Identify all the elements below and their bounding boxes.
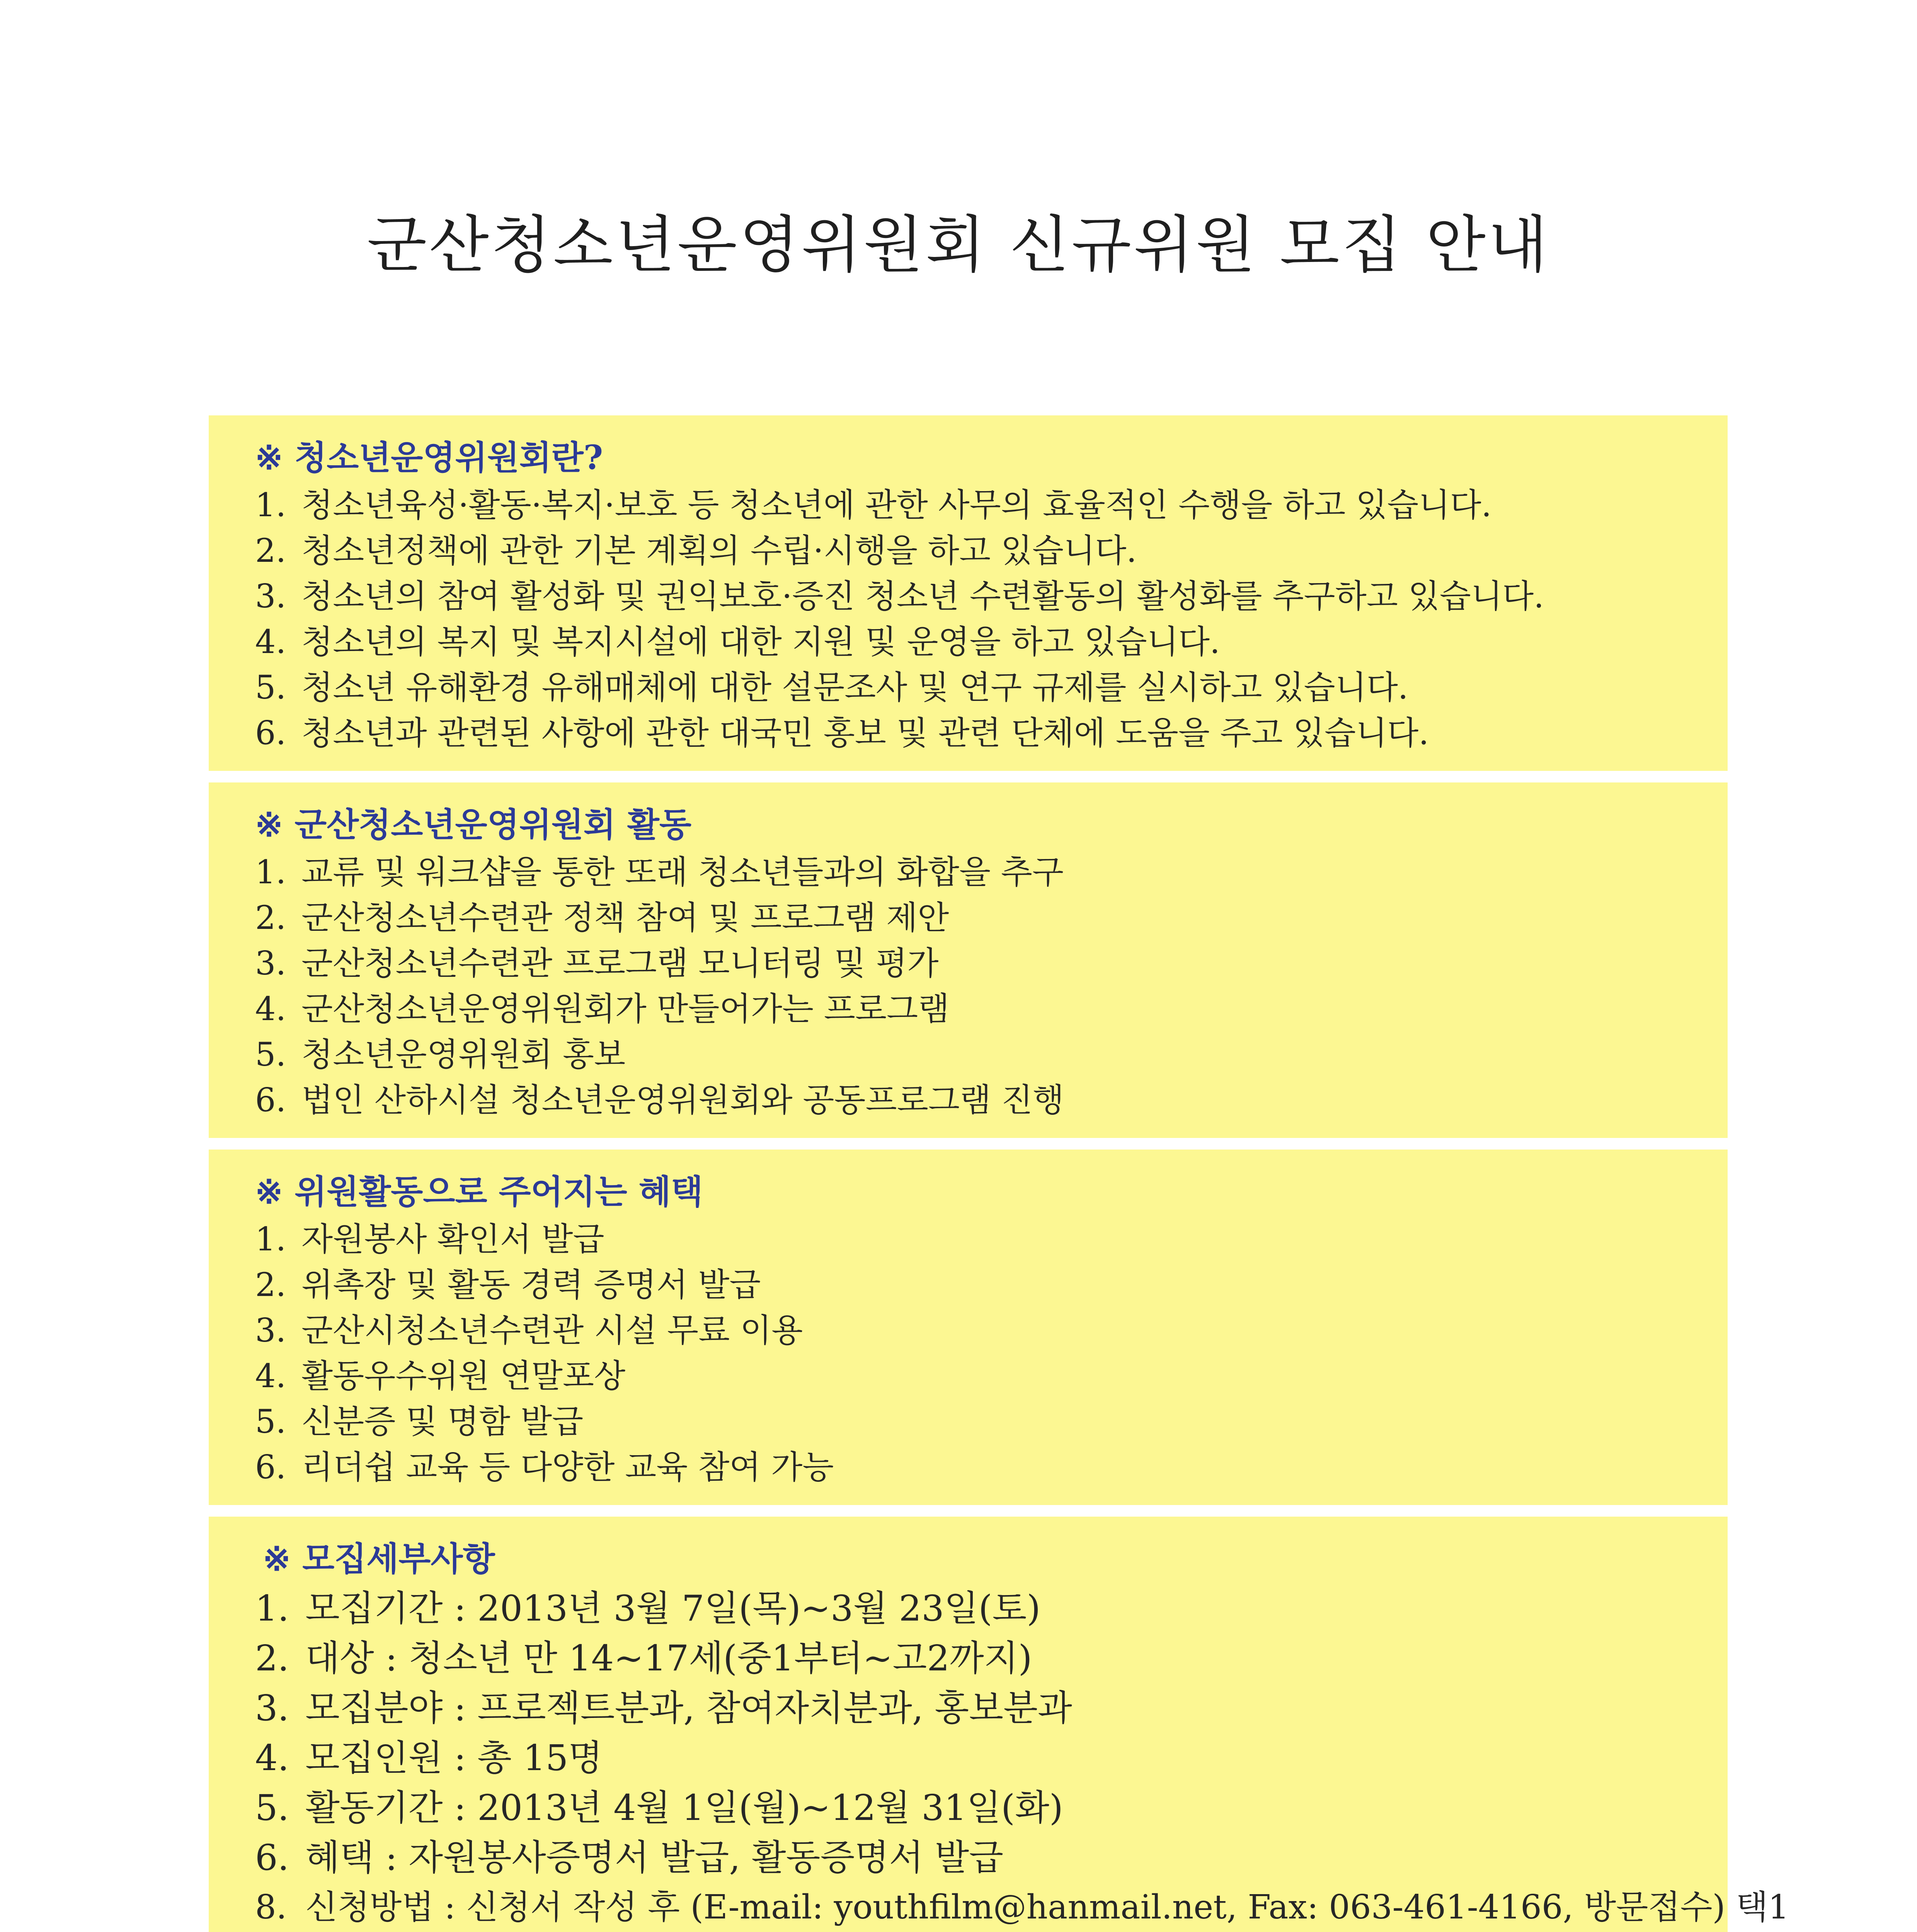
list-item (255, 1216, 1728, 1262)
item-text: 청소년운영위원회 홍보 (301, 1036, 626, 1073)
item-number: 1. (255, 853, 286, 891)
list-item (255, 1833, 1728, 1883)
section-heading-text: 군산청소년운영위원회 활동 (295, 805, 691, 844)
page-title: 군산청소년운영위원회 신규위원 모집 안내 (367, 209, 1550, 281)
item-text: 신분증 및 명함 발급 (301, 1403, 584, 1440)
section-heading (255, 437, 1728, 479)
item-text: 위촉장 및 활동 경력 증명서 발급 (301, 1266, 761, 1304)
item-text: 신청방법 : 신청서 작성 후 (E-mail: youthfilm@hanmail.net, Fax: 063-461-4166, 방문접수) 택1 (305, 1888, 1789, 1927)
list-item (255, 986, 1728, 1032)
item-text: 군산청소년수련관 프로그램 모니터링 및 평가 (301, 944, 939, 982)
list-item (255, 1783, 1728, 1833)
list-item (255, 619, 1728, 665)
item-number: 1. (255, 1220, 286, 1258)
reference-mark: ※ (255, 1172, 283, 1211)
item-text: 대상 : 청소년 만 14~17세(중1부터~고2까지) (305, 1638, 1032, 1679)
item-text: 활동기간 : 2013년 4월 1일(월)~12월 31일(화) (305, 1787, 1063, 1828)
list-item (255, 1262, 1728, 1308)
section-heading (255, 804, 1728, 846)
item-text: 모집기간 : 2013년 3월 7일(목)~3월 23일(토) (305, 1588, 1041, 1629)
section-recruitment-details (209, 1517, 1789, 1932)
item-text: 교류 및 워크샵을 통한 또래 청소년들과의 화합을 추구 (301, 853, 1064, 891)
list-item (255, 573, 1728, 619)
list-item (255, 1032, 1728, 1077)
item-text: 모집분야 : 프로젝트분과, 참여자치분과, 홍보분과 (305, 1687, 1072, 1729)
list-item (255, 1399, 1728, 1444)
item-text: 군산청소년수련관 정책 참여 및 프로그램 제안 (301, 899, 949, 937)
section-heading (255, 1538, 1728, 1580)
item-text: 청소년육성·활동·복지·보호 등 청소년에 관한 사무의 효율적인 수행을 하고 있습니다. (301, 486, 1492, 524)
item-number: 5. (255, 1403, 286, 1440)
list-item (255, 1353, 1728, 1399)
section-heading-text: 청소년운영위원회란? (295, 438, 603, 477)
item-number: 3. (255, 944, 286, 982)
item-text: 군산시청소년수련관 시설 무료 이용 (301, 1311, 803, 1349)
item-number: 2. (255, 1638, 289, 1679)
item-number: 2. (255, 1266, 286, 1304)
item-number: 1. (255, 1588, 289, 1629)
item-number: 5. (255, 668, 286, 706)
item-number: 1. (255, 486, 286, 524)
item-number: 2. (255, 532, 286, 570)
list-item (255, 1883, 1789, 1932)
list-item (255, 940, 1728, 986)
item-number: 8. (255, 1888, 287, 1927)
item-text: 활동우수위원 연말포상 (301, 1357, 626, 1395)
list-item (255, 1308, 1728, 1353)
section-heading-text: 위원활동으로 주어지는 혜택 (295, 1172, 703, 1211)
item-text: 모집인원 : 총 15명 (305, 1737, 603, 1779)
list-item (255, 1683, 1728, 1733)
list-item (255, 482, 1728, 528)
item-number: 5. (255, 1787, 289, 1828)
item-text: 자원봉사 확인서 발급 (301, 1220, 604, 1258)
item-text: 법인 산하시설 청소년운영위원회와 공동프로그램 진행 (301, 1081, 1064, 1119)
list-item (255, 1733, 1728, 1783)
item-number: 3. (255, 577, 286, 615)
item-text: 청소년정책에 관한 기본 계획의 수립·시행을 하고 있습니다. (301, 532, 1137, 570)
list-item (255, 849, 1728, 895)
item-number: 6. (255, 714, 286, 752)
section-about (209, 415, 1728, 771)
list-item (255, 1077, 1728, 1123)
item-text: 군산청소년운영위원회가 만들어가는 프로그램 (301, 990, 950, 1028)
item-number: 2. (255, 899, 286, 937)
item-text: 청소년의 복지 및 복지시설에 대한 지원 및 운영을 하고 있습니다. (301, 623, 1220, 661)
item-text: 청소년과 관련된 사항에 관한 대국민 홍보 및 관련 단체에 도움을 주고 있습니다. (301, 714, 1429, 752)
section-benefits (209, 1150, 1728, 1505)
item-number: 4. (255, 623, 286, 661)
item-number: 4. (255, 1737, 289, 1779)
item-number: 6. (255, 1081, 286, 1119)
list-item (255, 895, 1728, 940)
section-heading-text: 모집세부사항 (302, 1539, 495, 1578)
list-item (255, 1633, 1728, 1683)
item-number: 3. (255, 1311, 286, 1349)
reference-mark: ※ (255, 805, 283, 844)
list-item (255, 710, 1728, 756)
list-item (255, 528, 1728, 573)
item-number: 6. (255, 1448, 286, 1486)
list-item (255, 665, 1728, 710)
reference-mark: ※ (263, 1539, 291, 1578)
item-text: 청소년의 참여 활성화 및 권익보호·증진 청소년 수련활동의 활성화를 추구하고 있습니다. (301, 577, 1544, 615)
item-number: 4. (255, 1357, 286, 1395)
section-activities (209, 782, 1728, 1138)
item-text: 혜택 : 자원봉사증명서 발급, 활동증명서 발급 (305, 1837, 1004, 1878)
item-text: 청소년 유해환경 유해매체에 대한 설문조사 및 연구 규제를 실시하고 있습니다. (301, 668, 1408, 706)
item-text: 리더쉽 교육 등 다양한 교육 참여 가능 (301, 1448, 834, 1486)
item-number: 3. (255, 1687, 289, 1729)
list-item (255, 1444, 1728, 1490)
item-number: 6. (255, 1837, 289, 1878)
item-number: 4. (255, 990, 286, 1028)
section-heading (255, 1171, 1728, 1213)
item-number: 5. (255, 1036, 286, 1073)
list-item (255, 1583, 1728, 1633)
reference-mark: ※ (255, 438, 283, 477)
